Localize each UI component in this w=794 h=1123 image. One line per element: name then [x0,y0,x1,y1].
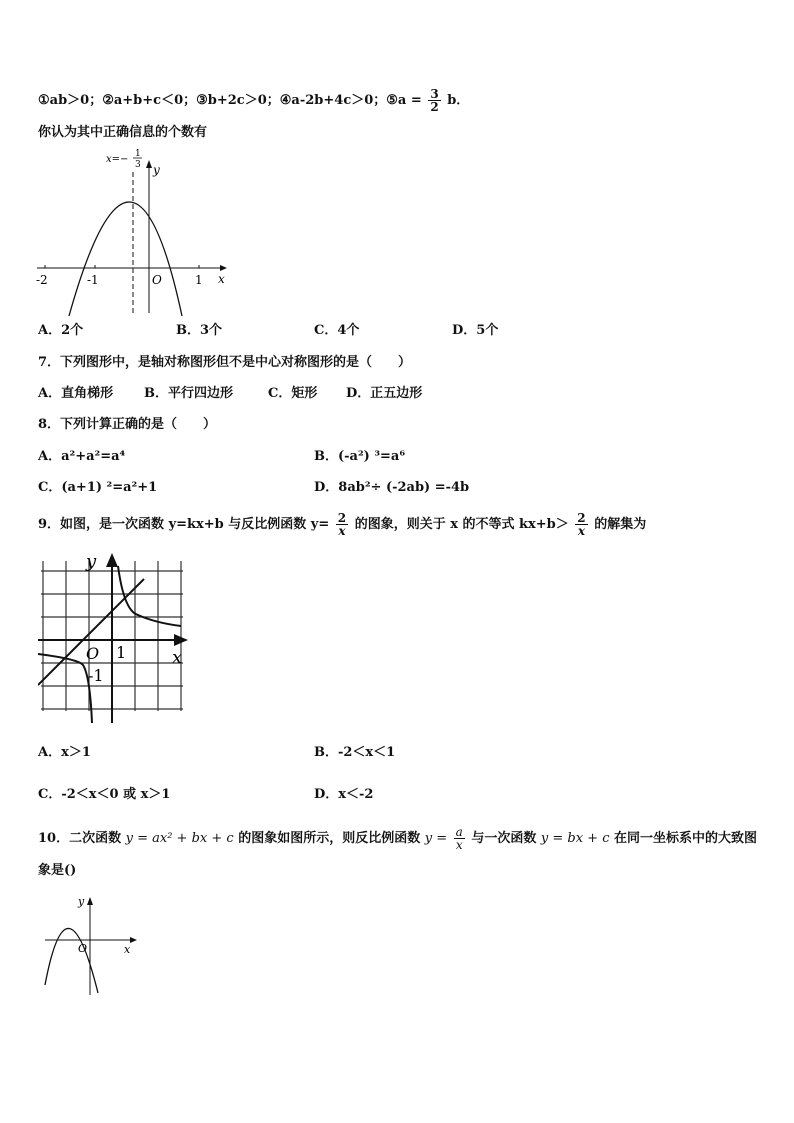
q10-x-arrow [130,937,137,943]
q6-graph [32,148,237,318]
q9-question-start: 9．如图，是一次函数 y=kx+b 与反比例函数 y= [38,517,330,532]
q9-option-c[interactable]: C．-2＜x＜0 或 x＞1 [38,787,171,802]
q9-option-d[interactable]: D．x＜-2 [314,787,374,802]
q10-question-mid2: 与一次函数 [471,831,537,846]
q9-option-b[interactable]: B．-2＜x＜1 [314,745,396,760]
q10-question-mid3: 在同一坐标系中的大致图 [614,831,758,846]
q7-option-c[interactable]: C．矩形 [268,386,318,401]
q9-option-a[interactable]: A．x＞1 [38,745,91,760]
q6-parabola [69,202,182,316]
q6-tick-neg2: -2 [36,273,48,287]
q6-x-label: x [218,272,225,286]
q6-option-d[interactable]: D．5个 [452,323,499,338]
q6-sym-label: x=− [106,154,129,165]
q6-fraction [428,88,440,113]
q6-option-c[interactable]: C．4个 [314,323,360,338]
q7-option-d[interactable]: D．正五边形 [346,386,423,401]
q10-inv-den: x [455,838,463,852]
q10-question-mid1: 的图象如图所示，则反比例函数 [238,831,421,846]
q6-sym-frac-den: 3 [135,160,141,170]
q9-question-mid: 的图象，则关于 x 的不等式 kx+b＞ [354,517,569,532]
q6-conditions-text: ①ab＞0；②a+b+c＜0；③b+2c＞0；④a-2b+4c＞0；⑤a = [38,93,422,108]
q9-frac2-num: 2 [577,511,586,525]
q6-tick-neg1: -1 [87,273,99,287]
q10-linear: y = bx + c [540,831,610,846]
q9-question-end: 的解集为 [594,517,647,532]
q10-inverse-frac [454,826,465,851]
q8-option-a[interactable]: A．a²+a²=a⁴ [38,449,126,464]
q6-frac-num: 3 [430,87,439,101]
q6-origin-label: O [152,273,162,287]
q9-frac2-den: x [577,524,586,538]
q7-option-a[interactable]: A．直角梯形 [38,386,114,401]
q6-option-a[interactable]: A．2个 [38,323,84,338]
q7-question: 7．下列图形中，是轴对称图形但不是中心对称图形的是（ ） [38,355,412,370]
q6-y-arrow [146,160,152,168]
q9-question [38,512,646,537]
q6-conditions [38,88,469,113]
q6-frac-den: 2 [430,100,439,114]
q8-option-b[interactable]: B．(-a²) ³=a⁶ [314,449,406,464]
q9-frac1-num: 2 [337,511,347,525]
q6-sym-frac-num: 1 [135,149,141,159]
q10-y-arrow [87,897,93,905]
q10-inv-num: a [455,825,463,839]
q10-question-line2: 象是() [38,863,77,878]
q9-fraction-1 [336,512,348,537]
q10-origin-label: O [78,942,88,955]
q6-tick-1: 1 [195,273,203,287]
q9-tick-1: 1 [116,643,127,662]
q9-frac1-den: x [338,524,346,538]
q6-option-b[interactable]: B．3个 [176,323,223,338]
q8-option-d[interactable]: D．8ab²÷ (-2ab) =-4b [314,480,470,495]
q9-y-label: y [86,551,97,572]
q9-fraction-2 [575,512,587,537]
q9-graph [38,551,188,723]
q10-quadratic: y = ax² + bx + c [125,831,234,846]
q6-question: 你认为其中正确信息的个数有 [38,125,208,140]
q10-question-start: 10．二次函数 [38,831,122,846]
q8-question: 8．下列计算正确的是（ ） [38,417,217,432]
q10-graph [40,893,140,998]
q6-x-arrow [220,265,227,271]
q10-x-label: x [124,943,131,956]
q7-option-b[interactable]: B．平行四边形 [144,386,233,401]
q10-question [38,826,757,851]
q6-conditions-tail: b． [447,93,470,108]
q8-option-c[interactable]: C．(a+1) ²=a²+1 [38,480,158,495]
q9-origin-label: O [86,644,100,663]
q10-inverse-lhs: y = [424,831,448,846]
q10-y-label: y [78,895,85,908]
q6-y-label: y [153,163,160,177]
q9-tick-neg1: -1 [88,666,104,685]
q9-x-label: x [172,647,183,668]
